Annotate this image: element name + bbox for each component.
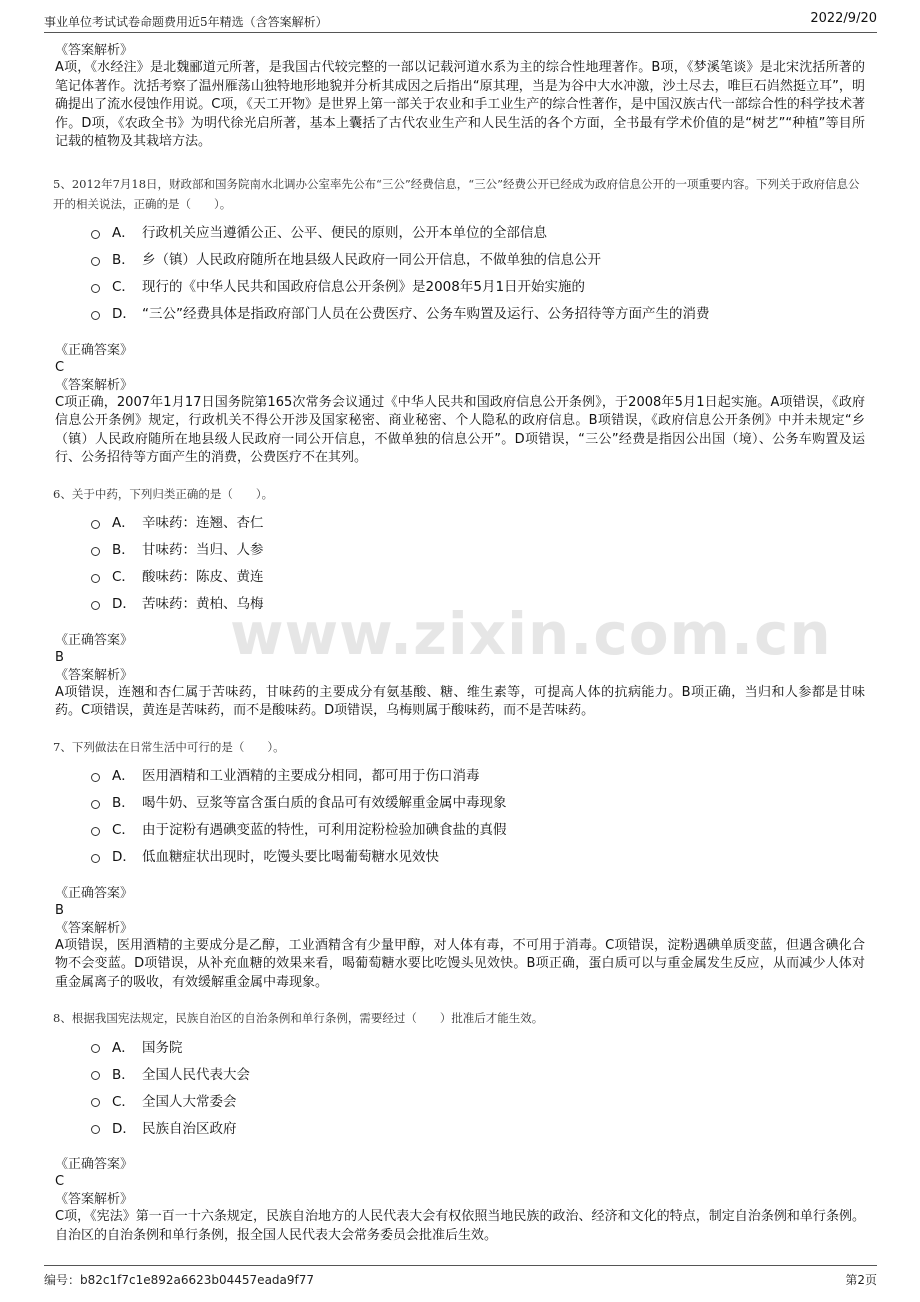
option-letter: B． [112,542,135,558]
question-stem: 7、下列做法在日常生活中可行的是（ ）。 [53,739,285,754]
option-letter: A． [112,768,135,784]
option-a[interactable] [91,1032,865,1059]
option-list [91,508,865,616]
option-d[interactable] [91,299,865,326]
radio-icon[interactable] [91,257,100,266]
correct-answer: C [55,1174,65,1189]
analysis-text: C项，《宪法》第一百一十六条规定，民族自治地方的人民代表大会有权依照当地民族的政治、经济和文化的特点，制定自治条例和单行条例。自治区的自治条例和单行条例，报全国人民代表大会常务委员会批准后生效。 [55,1209,865,1243]
option-list [91,1032,865,1140]
radio-icon[interactable] [91,547,100,556]
question-block [55,737,865,993]
option-b[interactable] [91,535,865,562]
option-letter: A． [112,225,135,241]
correct-answer: B [55,649,64,665]
option-letter: C． [112,569,135,585]
option-letter: D． [112,596,136,612]
document-date: 2022/9/20 [810,11,877,26]
document-code: 编号：b82c1f7c1e892a6623b04457eada9f77 [44,1273,315,1287]
radio-icon[interactable] [91,520,100,529]
option-text: 由于淀粉有遇碘变蓝的特性，可利用淀粉检验加碘食盐的真假 [142,822,507,838]
analysis-text: A项错误，连翘和杏仁属于苦味药，甘味药的主要成分有氨基酸、糖、维生素等，可提高人体的抗病能力。B项正确，当归和人参都是甘味药。C项错误，黄连是苦味药，而不是酸味药。D项错误，乌梅则属于酸味药，而不是苦味药。 [55,684,865,718]
analysis-text: C项正确，2007年1月17日国务院第165次常务会议通过《中华人民共和国政府信息公开条例》，于2008年5月1日起实施。A项错误，《政府信息公开条例》规定，行政机关不得公开涉及国家秘密、商业秘密、个人隐私的政府信息。B项错误，《政府信息公开条例》中并未规定“乡（镇）人民政府随所在地县级人民政府一同公开信息，不做单独的信息公开”。D项错误，“三公”经费是指因公出国（境）、公务车购置及运行、公务招待等方面产生的消费，公费医疗不在其列。 [55,394,865,465]
option-d[interactable] [91,1113,865,1140]
option-text: 全国人民代表大会 [142,1066,250,1083]
option-d[interactable] [91,842,865,869]
radio-icon[interactable] [91,1044,100,1053]
radio-icon[interactable] [91,1098,100,1107]
analysis-label: 《答案解析》 [55,1192,134,1207]
option-c[interactable] [91,272,865,299]
analysis-text: A项错误，医用酒精的主要成分是乙醇，工业酒精含有少量甲醇，对人体有毒，不可用于消毒。C项错误，淀粉遇碘单质变蓝，但遇含碘化合物不会变蓝。D项错误，从补充血糖的效果来看，喝葡萄糖水要比吃馒头见效快。B项正确，蛋白质可以与重金属发生反应，从而减少人体对重金属离子的吸收，有效缓解重金属中毒现象。 [55,937,865,990]
question-block [55,484,865,721]
watermark: www.zixin.com.cn [230,600,832,668]
option-text: 苦味药：黄柏、乌梅 [142,596,264,612]
option-list [91,218,865,326]
correct-answer-label: 《正确答案》 [55,342,134,358]
correct-answer-label: 《正确答案》 [55,885,134,901]
page-number: 第2页 [845,1273,877,1287]
option-text: 低血糖症状出现时，吃馒头要比喝葡萄糖水见效快 [142,849,439,865]
option-text: 甘味药：当归、人参 [142,542,264,558]
option-a[interactable] [91,761,865,788]
option-text: 乡（镇）人民政府随所在地县级人民政府一同公开信息，不做单独的信息公开 [142,252,601,268]
option-letter: A． [112,1039,135,1056]
option-a[interactable] [91,218,865,245]
radio-icon[interactable] [91,574,100,583]
option-letter: D． [112,306,136,322]
document-title: 事业单位考试试卷命题费用近5年精选（含答案解析） [44,15,328,29]
radio-icon[interactable] [91,854,100,863]
option-letter: A． [112,515,135,531]
correct-answer: C [55,359,65,375]
option-text: 辛味药：连翘、杏仁 [142,515,264,531]
option-letter: B． [112,252,135,268]
radio-icon[interactable] [91,827,100,836]
question-block [55,1008,865,1245]
option-text: 民族自治区政府 [142,1120,237,1137]
option-b[interactable] [91,245,865,272]
option-b[interactable] [91,788,865,815]
option-c[interactable] [91,1086,865,1113]
option-text: 国务院 [142,1039,183,1056]
option-d[interactable] [91,589,865,616]
radio-icon[interactable] [91,800,100,809]
question-stem: 6、关于中药，下列归类正确的是（ ）。 [53,486,274,501]
option-a[interactable] [91,508,865,535]
correct-answer: B [55,902,64,918]
option-text: 酸味药：陈皮、黄连 [142,569,264,585]
question-block [55,174,865,468]
radio-icon[interactable] [91,1071,100,1080]
radio-icon[interactable] [91,1125,100,1134]
option-c[interactable] [91,815,865,842]
option-b[interactable] [91,1059,865,1086]
analysis-label: 《答案解析》 [55,377,134,393]
option-c[interactable] [91,562,865,589]
radio-icon[interactable] [91,773,100,782]
page-content [55,42,865,1245]
option-text: 喝牛奶、豆浆等富含蛋白质的食品可有效缓解重金属中毒现象 [142,795,507,811]
option-text: 医用酒精和工业酒精的主要成分相同，都可用于伤口消毒 [142,768,480,784]
radio-icon[interactable] [91,284,100,293]
radio-icon[interactable] [91,311,100,320]
option-text: 现行的《中华人民共和国政府信息公开条例》是2008年5月1日开始实施的 [142,279,586,295]
option-letter: B． [112,795,135,811]
option-letter: D． [112,849,136,865]
option-text: “三公”经费具体是指政府部门人员在公费医疗、公务车购置及运行、公务招待等方面产生的消费 [142,306,710,322]
correct-answer-label: 《正确答案》 [55,1157,134,1172]
option-letter: D． [112,1120,136,1137]
option-letter: C． [112,822,135,838]
page-header [44,10,877,33]
analysis-label: 《答案解析》 [55,43,134,58]
option-letter: C． [112,279,135,295]
question-stem: 5、2012年7月18日，财政部和国务院南水北调办公室率先公布“三公”经费信息，“三公”经费公开已经成为政府信息公开的一项重要内容。下列关于政府信息公开的相关说法，正确的是（ ）。 [53,176,860,211]
analysis-label: 《答案解析》 [55,667,134,683]
option-text: 行政机关应当遵循公正、公平、便民的原则，公开本单位的全部信息 [142,225,547,241]
option-letter: C． [112,1093,135,1110]
option-list [91,761,865,869]
option-text: 全国人大常委会 [142,1093,237,1110]
option-letter: B． [112,1066,135,1083]
radio-icon[interactable] [91,601,100,610]
question-stem: 8、根据我国宪法规定，民族自治区的自治条例和单行条例，需要经过（ ）批准后才能生效。 [53,1011,544,1025]
correct-answer-label: 《正确答案》 [55,632,134,648]
analysis-label: 《答案解析》 [55,920,134,936]
analysis-text: A项，《水经注》是北魏郦道元所著，是我国古代较完整的一部以记载河道水系为主的综合性地理著作。B项，《梦溪笔谈》是北宋沈括所著的笔记体著作。沈括考察了温州雁荡山独特地形地貌并分析其成因之后指出“原其理，当是为谷中大水冲激，沙土尽去，唯巨石岿然挺立耳”，明确提出了流水侵蚀作用说。C项，《天工开物》是世界上第一部关于农业和手工业生产的综合性著作，是中国汉族古代一部综合性的科学技术著作。D项，《农政全书》为明代徐光启所著，基本上囊括了古代农业生产和人民生活的各个方面，全书最有学术价值的是“树艺”“种植”等目所记载的植物及其栽培方法。 [55,60,865,149]
page-footer [44,1265,877,1290]
radio-icon[interactable] [91,230,100,239]
